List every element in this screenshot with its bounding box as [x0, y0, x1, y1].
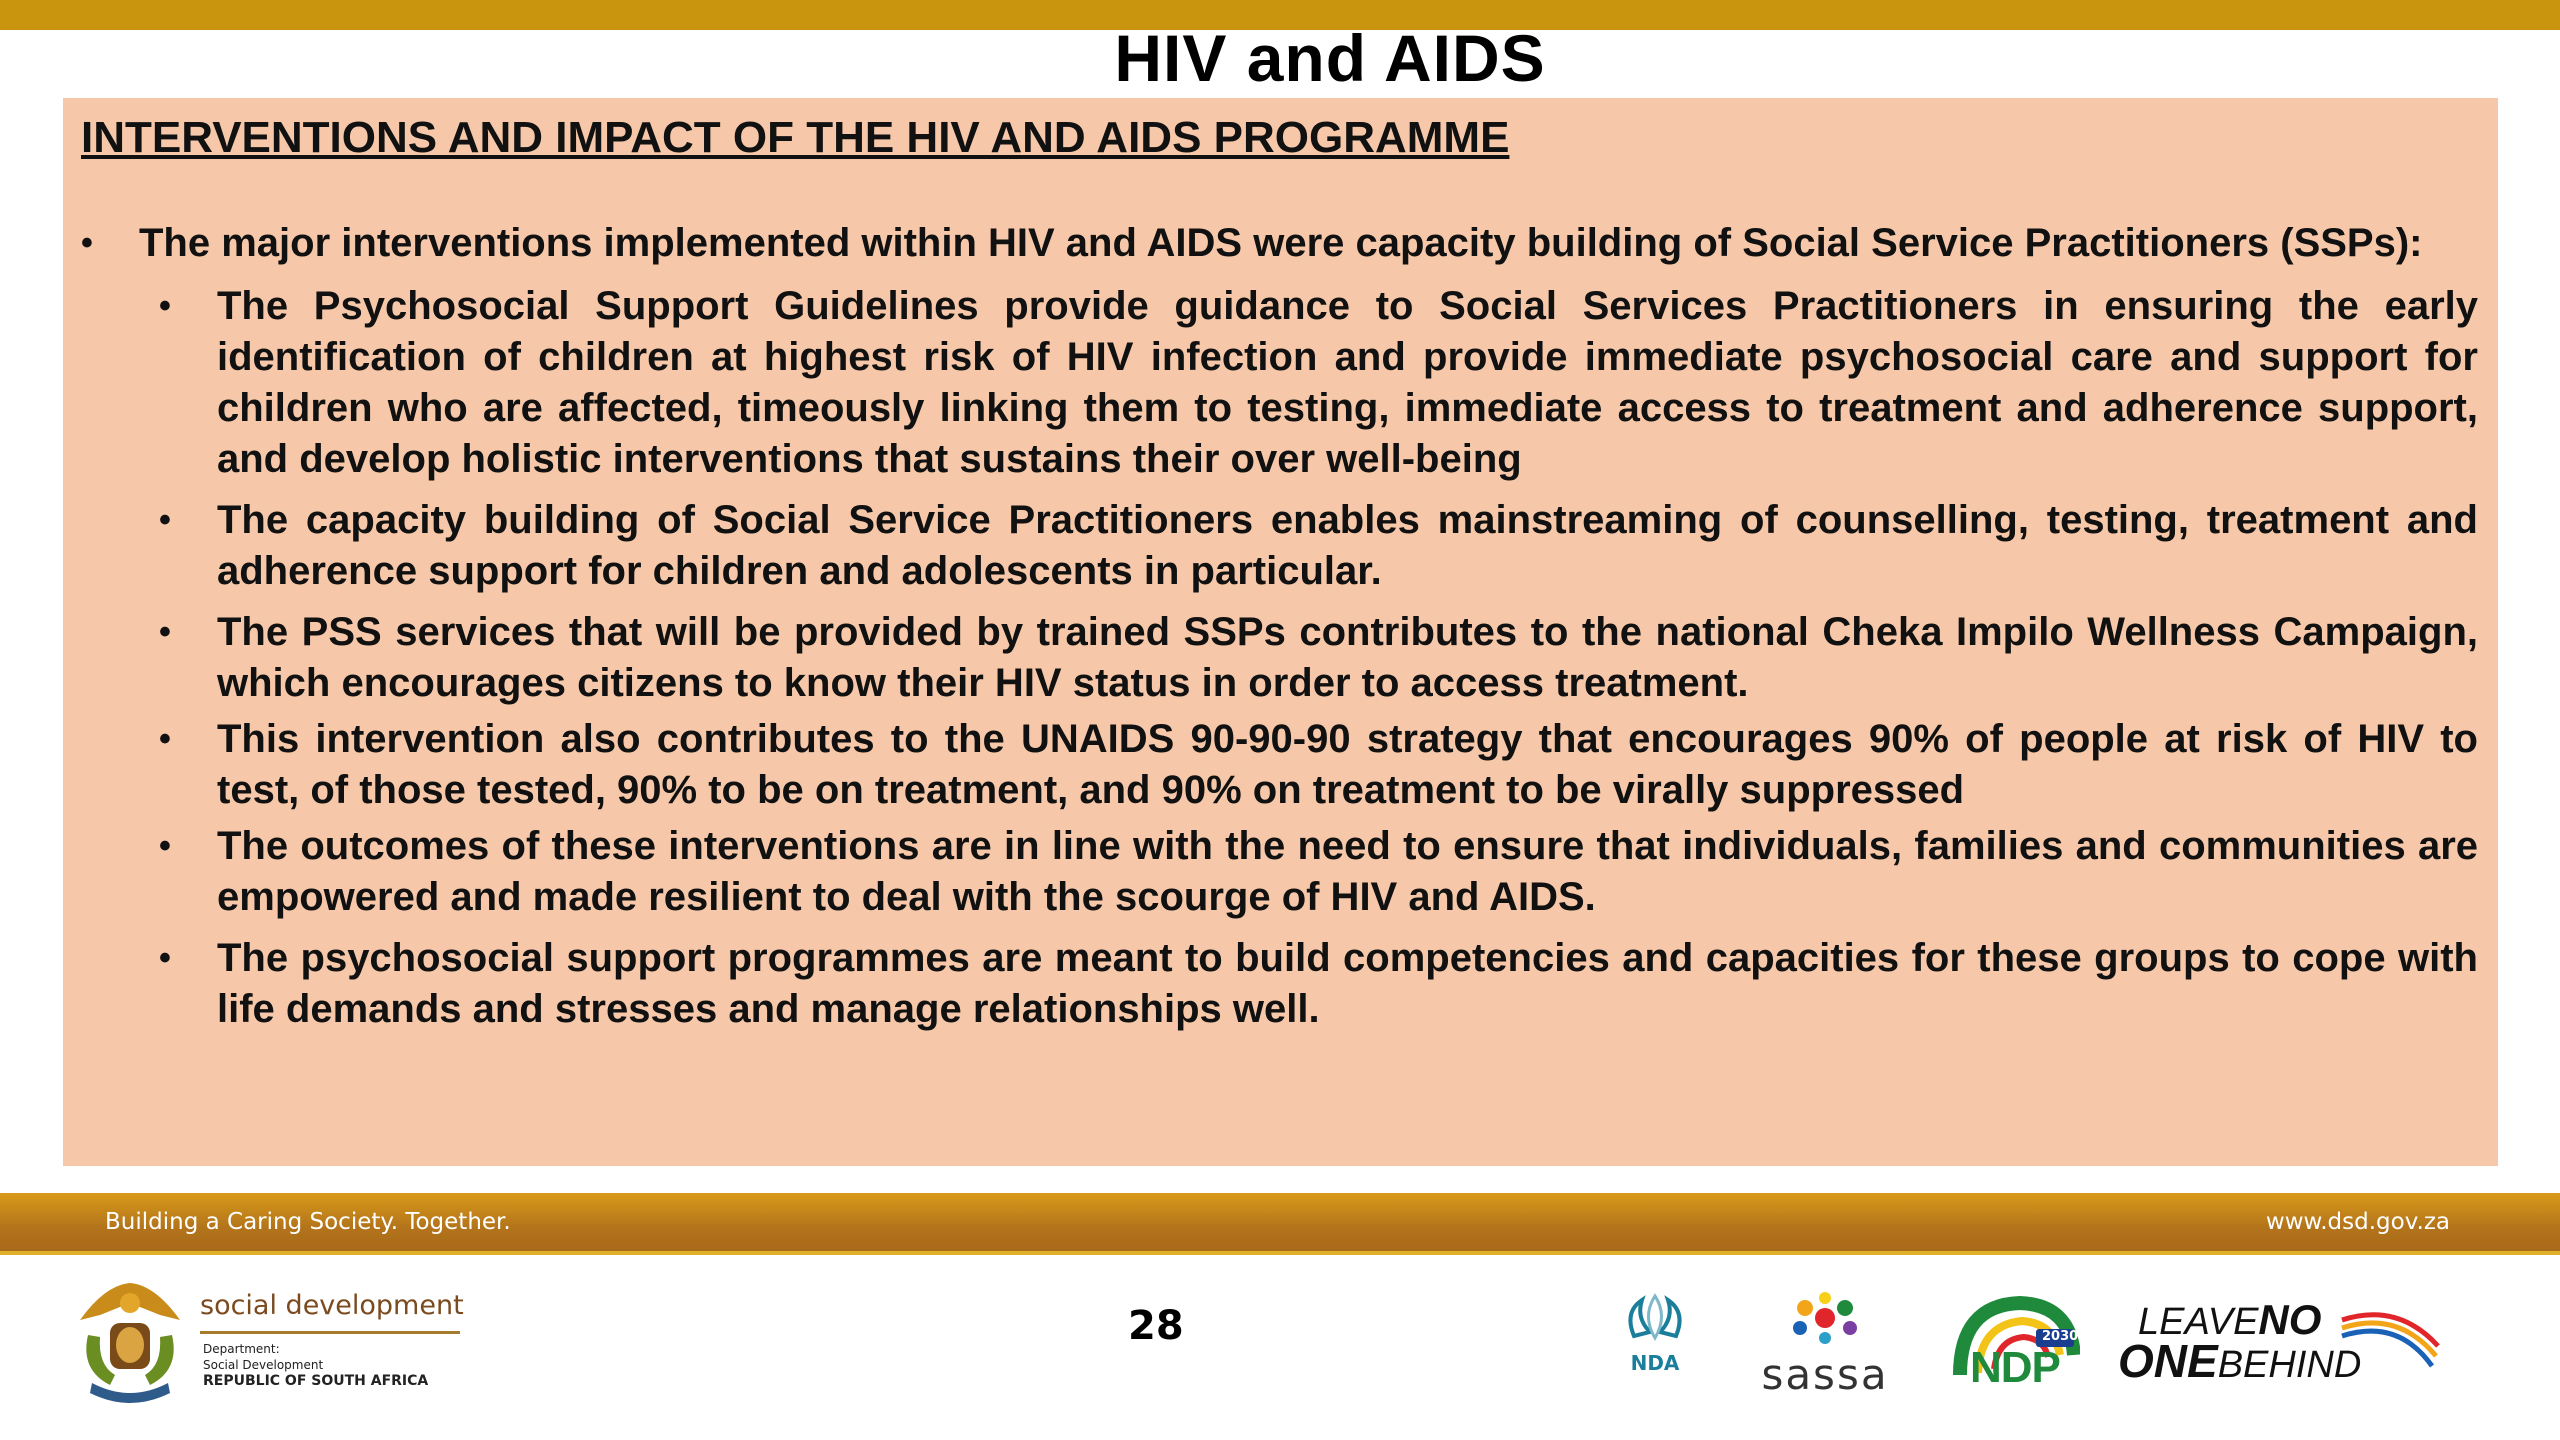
ndp-logo [1950, 1295, 2080, 1395]
bullet-item [81, 218, 2478, 269]
bullet-dot: • [159, 720, 171, 758]
bullet-text: The outcomes of these interventions are in line with the need to ensure that individuals, families and communities are empowered and made resilient to deal with the scourge of HIV and AIDS. [217, 824, 2478, 919]
department-divider [200, 1331, 460, 1334]
department-subtitle [203, 1341, 428, 1389]
leave-no-one-behind-logo [2118, 1296, 2448, 1386]
lnob-one: ONE [2118, 1335, 2218, 1387]
bullet-dot: • [159, 613, 171, 651]
lnob-line-2 [2118, 1334, 2361, 1388]
bullet-dot: • [159, 501, 171, 539]
ndp-label: NDP [1970, 1343, 2060, 1392]
page-number: 28 [1128, 1303, 1184, 1349]
section-subtitle: INTERVENTIONS AND IMPACT OF THE HIV AND AIDS PROGRAMME [81, 113, 1510, 162]
footer-tagline: Building a Caring Society. Together. [105, 1209, 511, 1235]
coat-of-arms-icon [70, 1275, 190, 1410]
bullet-text: The major interventions implemented within HIV and AIDS were capacity building of Social Service Practitioners (SSPs): [139, 221, 2423, 265]
department-logo [70, 1275, 470, 1415]
nda-label: NDA [1630, 1351, 1680, 1375]
department-line-2: Social Development [203, 1358, 324, 1372]
sassa-logo [1750, 1290, 1900, 1400]
bullet-dot: • [159, 287, 171, 325]
bullet-text: The psychosocial support programmes are meant to build competencies and capacities for these groups to cope with life demands and stresses and manage relationships well. [217, 936, 2478, 1031]
sub-bullet-item [81, 281, 2478, 485]
bullet-list [81, 218, 2478, 1045]
sassa-emblem-icon [1780, 1290, 1870, 1346]
footer-url-link[interactable]: www.dsd.gov.za [2265, 1209, 2450, 1235]
slide-title: HIV and AIDS [1114, 21, 1546, 95]
bullet-dot: • [159, 939, 171, 977]
bullet-text: The PSS services that will be provided by trained SSPs contributes to the national Cheka Impilo Wellness Campaign, which encourages citizens to know their HIV status in order to access treatment. [217, 610, 2478, 705]
ndp-year: 2030 [2042, 1329, 2079, 1344]
bullet-text: The Psychosocial Support Guidelines provide guidance to Social Services Practitioners in ensuring the early identification of children at highest risk of HIV infection and provide immediate psychosocial care and support for children who are affected, timeously linking them to testing, immediate access to treatment and adherence support, and develop holistic interventions that sustains their over well-being [217, 284, 2478, 481]
department-line-1: Department: [203, 1342, 280, 1356]
department-name: social development [200, 1290, 464, 1321]
lnob-behind: BEHIND [2217, 1344, 2362, 1386]
department-line-3: REPUBLIC OF SOUTH AFRICA [203, 1373, 429, 1389]
sub-bullet-item [81, 933, 2478, 1035]
bullet-dot: • [81, 224, 93, 262]
sassa-label: sassa [1761, 1350, 1889, 1399]
lnob-no: NO [2258, 1296, 2322, 1343]
bullet-text: This intervention also contributes to the UNAIDS 90-90-90 strategy that encourages 90% of people at risk of HIV to test, of those tested, 90% to be on treatment, and 90% on treatment to be virally suppressed [217, 717, 2478, 812]
lnob-leave: LEAVE [2138, 1301, 2259, 1343]
nda-swirl-icon [1620, 1292, 1690, 1344]
bullet-dot: • [159, 827, 171, 865]
content-panel [63, 98, 2498, 1166]
sub-bullet-item [81, 495, 2478, 597]
lnob-swoosh-icon [2338, 1306, 2448, 1376]
sub-bullet-item [81, 607, 2478, 709]
nda-logo [1620, 1292, 1690, 1392]
sub-bullet-item [81, 821, 2478, 923]
footer-band [0, 1193, 2560, 1255]
bullet-text: The capacity building of Social Service Practitioners enables mainstreaming of counselling, testing, treatment and adherence support for children and adolescents in particular. [217, 498, 2478, 593]
sub-bullet-item [81, 714, 2478, 816]
